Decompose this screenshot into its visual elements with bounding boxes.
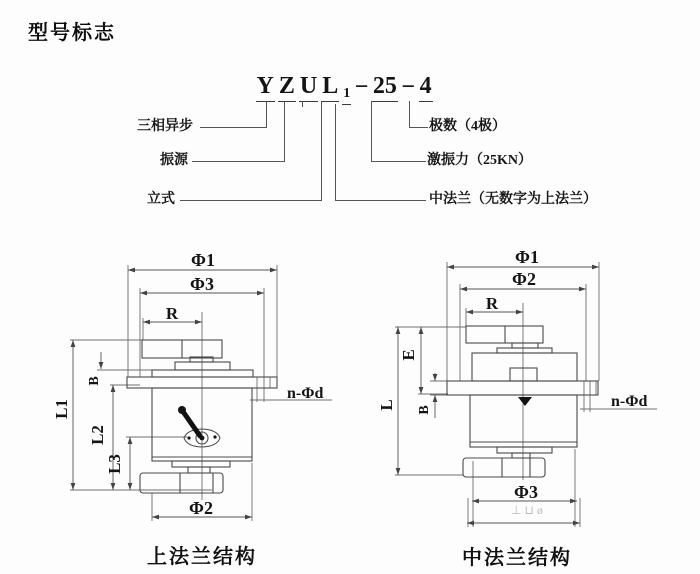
dim-label-phi2-left: Φ2 (189, 498, 213, 518)
right-drawing (377, 247, 657, 527)
dim-label-r-right: R (485, 294, 499, 313)
model-force-value: 25 (372, 74, 398, 102)
dim-label-bolt-right: n-Φd (611, 393, 648, 410)
dim-label-phi1-left: Φ1 (191, 250, 215, 270)
dim-label-e: E (399, 349, 418, 361)
grease-point-marker (518, 397, 532, 406)
callout-excitation-force: 激振力（25KN） (427, 153, 532, 168)
dim-label-l3: L3 (105, 454, 124, 474)
callout-three-phase: 三相异步 (137, 119, 193, 134)
page-title: 型号标志 (28, 22, 116, 44)
callout-vertical: 立式 (147, 192, 175, 207)
dim-label-bolt-left: n-Φd (287, 385, 324, 402)
model-dash-2: − (401, 74, 416, 100)
callout-middle-flange: 中法兰（无数字为上法兰） (429, 192, 597, 207)
left-lever-hub (178, 406, 220, 447)
left-drawing (52, 250, 332, 521)
dim-label-l2: L2 (88, 425, 107, 445)
dim-label-phi2-right: Φ2 (512, 269, 536, 289)
dim-label-b-right: B (417, 405, 432, 415)
watermark-text: ⊥⊔ø (511, 503, 546, 517)
model-dash-1: − (354, 74, 369, 100)
dim-label-b-left: B (87, 376, 102, 386)
dim-label-phi3-left: Φ3 (190, 274, 214, 294)
model-char-l: L (321, 74, 339, 102)
dim-label-phi3-right: Φ3 (514, 482, 538, 502)
right-drawing-caption: 中法兰结构 (462, 547, 572, 569)
dim-label-r-left: R (165, 304, 179, 323)
dim-label-phi1-right: Φ1 (515, 247, 539, 267)
model-char-u: U (299, 74, 318, 102)
model-char-y: Y (256, 74, 275, 102)
dim-label-l1: L1 (52, 399, 71, 419)
callout-poles: 极数（4极） (429, 119, 506, 134)
dim-label-l: L (377, 399, 396, 411)
left-drawing-caption: 上法兰结构 (147, 546, 257, 568)
model-char-z: Z (278, 74, 296, 102)
model-subscript: 1 (342, 87, 351, 105)
callout-vibration-source: 振源 (160, 153, 188, 168)
model-poles-value: 4 (419, 74, 433, 102)
